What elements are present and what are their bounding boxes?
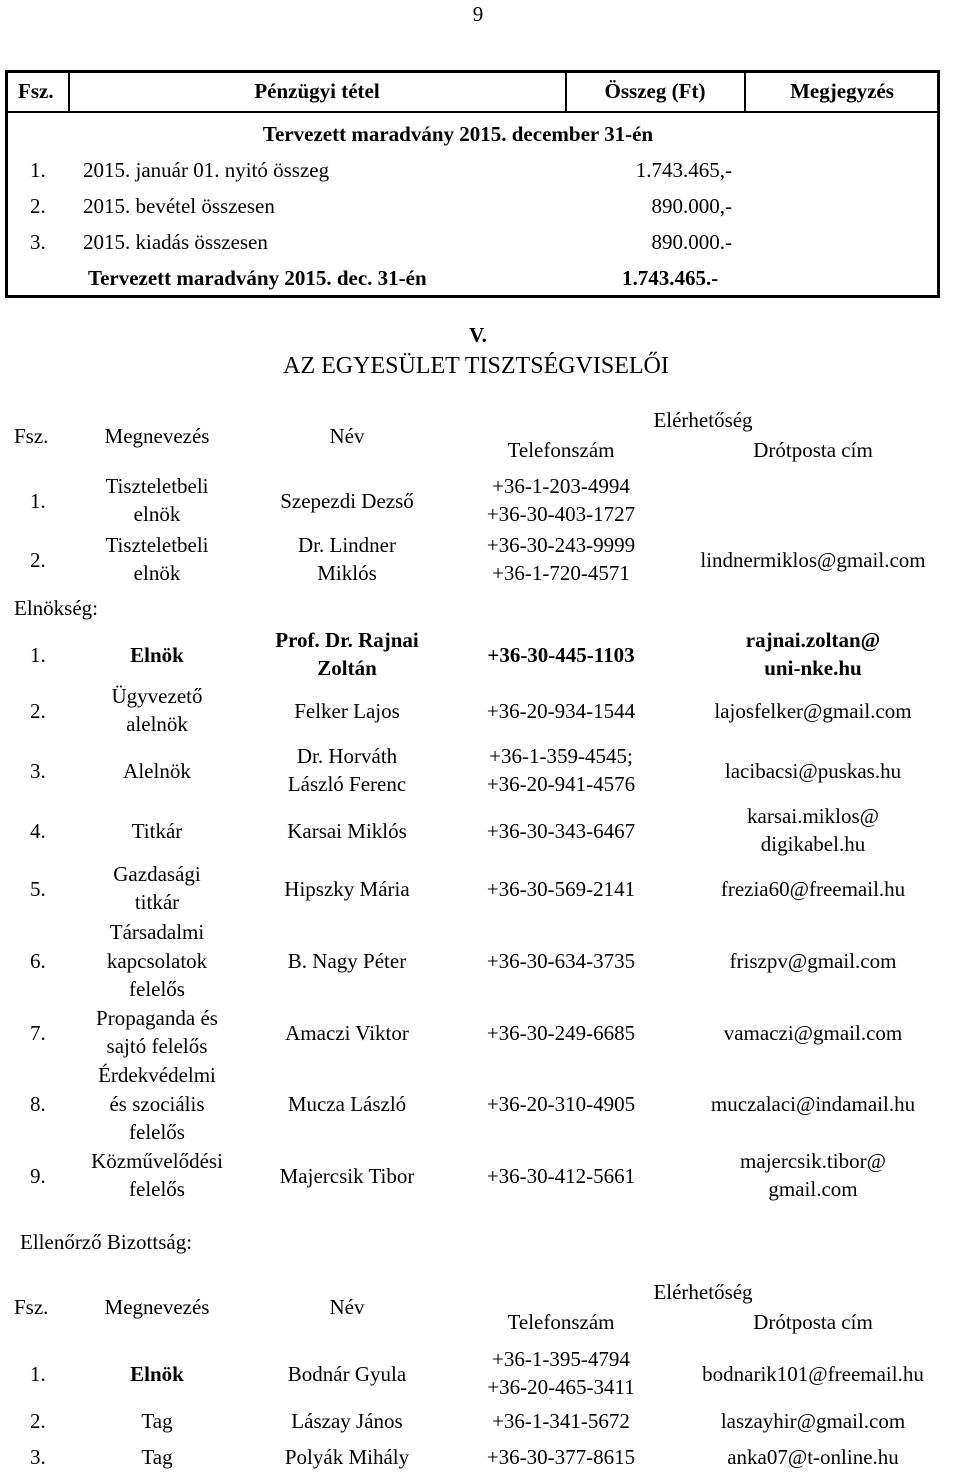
finance-row-fsz: 3. — [30, 230, 46, 254]
audit-email: anka07@t-online.hu — [727, 1445, 899, 1469]
officer-role: Elnök — [130, 643, 184, 667]
officer-email: vamaczi@gmail.com — [723, 1021, 903, 1045]
officer-fsz: 2. — [30, 699, 46, 723]
officer-role: Tiszteletbeli — [105, 533, 209, 557]
finance-header-item: Pénzügyi tétel — [254, 79, 380, 103]
section-number: V. — [469, 323, 487, 347]
finance-header-divider — [5, 111, 940, 113]
officer-name: Amaczi Viktor — [285, 1021, 409, 1045]
officer-name: Zoltán — [317, 656, 377, 680]
audit-phone: +36-30-377-8615 — [486, 1445, 636, 1469]
officer-name: Prof. Dr. Rajnai — [275, 628, 419, 652]
audit-role: Tag — [141, 1409, 173, 1433]
officer-email: karsai.miklos@ — [747, 804, 879, 828]
audit-header-phone: Telefonszám — [507, 1310, 615, 1334]
officer-email: rajnai.zoltan@ — [745, 628, 881, 652]
officer-email: muczalaci@indamail.hu — [710, 1092, 916, 1116]
officer-phone: +36-1-203-4994 — [492, 474, 630, 498]
officer-fsz: 6. — [30, 949, 46, 973]
officer-email: frezia60@freemail.hu — [720, 877, 906, 901]
audit-label: Ellenőrző Bizottság: — [20, 1230, 193, 1254]
finance-row-amount: 890.000.- — [651, 230, 732, 254]
audit-name: Polyák Mihály — [284, 1445, 410, 1469]
officer-name: Felker Lajos — [294, 699, 400, 723]
audit-header-fsz: Fsz. — [14, 1295, 49, 1319]
finance-row-item: 2015. január 01. nyitó összeg — [83, 158, 330, 182]
audit-name: Lászay János — [291, 1409, 403, 1433]
audit-header-role: Megnevezés — [104, 1295, 210, 1319]
officer-phone: +36-20-941-4576 — [486, 772, 636, 796]
finance-header-fsz: Fsz. — [18, 79, 54, 103]
officer-fsz: 8. — [30, 1092, 46, 1116]
officer-role: felelős — [129, 977, 185, 1001]
section-title: AZ EGYESÜLET TISZTSÉGVISELŐI — [283, 353, 669, 379]
officer-fsz: 9. — [30, 1164, 46, 1188]
officer-email: lajosfelker@gmail.com — [714, 699, 912, 723]
officer-fsz: 7. — [30, 1021, 46, 1045]
officer-name: Dr. Lindner — [298, 533, 396, 557]
audit-email: laszayhir@gmail.com — [720, 1409, 906, 1433]
finance-table-frame — [5, 70, 940, 298]
officer-role: Ügyvezető — [111, 684, 203, 708]
audit-fsz: 2. — [30, 1409, 46, 1433]
officer-fsz: 2. — [30, 548, 46, 572]
audit-email: bodnarik101@freemail.hu — [702, 1362, 924, 1386]
officer-name: Hipszky Mária — [284, 877, 410, 901]
officer-role: Érdekvédelmi — [98, 1063, 216, 1087]
audit-phone: +36-1-341-5672 — [492, 1409, 630, 1433]
finance-row-item: 2015. bevétel összesen — [83, 194, 275, 218]
officer-phone: +36-30-403-1727 — [486, 502, 636, 526]
officer-email: gmail.com — [768, 1177, 858, 1201]
officer-role: Alelnök — [123, 759, 191, 783]
officers-header-phone: Telefonszám — [507, 438, 615, 462]
audit-name: Bodnár Gyula — [287, 1362, 407, 1386]
officer-email: lacibacsi@puskas.hu — [724, 759, 902, 783]
page-number: 9 — [472, 2, 484, 26]
officers-header-name: Név — [329, 424, 365, 448]
officer-phone: +36-20-934-1544 — [486, 699, 636, 723]
officer-role: és szociális — [109, 1092, 205, 1116]
officer-phone: +36-30-634-3735 — [486, 949, 636, 973]
officer-fsz: 3. — [30, 759, 46, 783]
officers-header-contact: Elérhetőség — [653, 408, 753, 432]
finance-total-amount: 1.743.465.- — [622, 266, 719, 290]
audit-header-contact: Elérhetőség — [653, 1280, 753, 1304]
officer-role: titkár — [134, 890, 180, 914]
officer-role: alelnök — [126, 712, 188, 736]
officer-phone: +36-30-343-6467 — [486, 819, 636, 843]
finance-row-amount: 890.000,- — [651, 194, 732, 218]
officer-phone: +36-30-445-1103 — [487, 643, 635, 667]
officer-role: Gazdasági — [113, 862, 201, 886]
officer-email: digikabel.hu — [760, 832, 866, 856]
officers-header-email: Drótposta cím — [753, 438, 873, 462]
officer-role: sajtó felelős — [106, 1034, 208, 1058]
officer-role: kapcsolatok — [106, 949, 208, 973]
officer-role: felelős — [129, 1120, 185, 1144]
officer-fsz: 4. — [30, 819, 46, 843]
audit-phone: +36-1-395-4794 — [492, 1347, 630, 1371]
officers-header-role: Megnevezés — [104, 424, 210, 448]
finance-subtitle: Tervezett maradvány 2015. december 31-én — [262, 122, 654, 146]
officer-role: Közművelődési — [91, 1149, 223, 1173]
officer-name: László Ferenc — [287, 772, 407, 796]
board-label: Elnökség: — [14, 596, 98, 620]
audit-fsz: 3. — [30, 1445, 46, 1469]
officer-fsz: 1. — [30, 489, 46, 513]
officer-role: Tiszteletbeli — [105, 474, 209, 498]
officer-phone: +36-20-310-4905 — [486, 1092, 636, 1116]
officer-phone: +36-30-412-5661 — [486, 1164, 636, 1188]
officer-role: elnök — [133, 561, 181, 585]
officer-email: uni-nke.hu — [764, 656, 862, 680]
officers-header-fsz: Fsz. — [14, 424, 49, 448]
officer-role: Propaganda és — [96, 1006, 218, 1030]
officer-fsz: 1. — [30, 643, 46, 667]
finance-header-note: Megjegyzés — [790, 79, 894, 103]
audit-role: Tag — [141, 1445, 173, 1469]
officer-phone: +36-30-249-6685 — [486, 1021, 636, 1045]
officer-phone: +36-30-243-9999 — [486, 533, 636, 557]
audit-role: Elnök — [130, 1362, 184, 1386]
officer-name: Majercsik Tibor — [279, 1164, 415, 1188]
officer-name: Mucza László — [287, 1092, 407, 1116]
finance-row-fsz: 1. — [30, 158, 46, 182]
finance-row-fsz: 2. — [30, 194, 46, 218]
officer-name: Szepezdi Dezső — [280, 489, 414, 513]
finance-header-amount: Összeg (Ft) — [604, 79, 706, 103]
finance-row-amount: 1.743.465,- — [635, 158, 732, 182]
officer-phone: +36-30-569-2141 — [486, 877, 636, 901]
officer-role: Titkár — [131, 819, 183, 843]
officer-name: Karsai Miklós — [287, 819, 407, 843]
officer-role: Társadalmi — [109, 920, 205, 944]
audit-header-name: Név — [329, 1295, 365, 1319]
officer-role: elnök — [133, 502, 181, 526]
officer-email: majercsik.tibor@ — [740, 1149, 886, 1173]
audit-header-email: Drótposta cím — [753, 1310, 873, 1334]
finance-total-label: Tervezett maradvány 2015. dec. 31-én — [88, 266, 427, 290]
finance-row-item: 2015. kiadás összesen — [83, 230, 268, 254]
audit-fsz: 1. — [30, 1362, 46, 1386]
officer-email: friszpv@gmail.com — [729, 949, 897, 973]
officer-phone: +36-1-359-4545; — [489, 744, 633, 768]
officer-name: Dr. Horváth — [296, 744, 398, 768]
audit-phone: +36-20-465-3411 — [487, 1375, 635, 1399]
officer-name: Miklós — [317, 561, 377, 585]
officer-phone: +36-1-720-4571 — [492, 561, 630, 585]
officer-email: lindnermiklos@gmail.com — [700, 548, 926, 572]
officer-fsz: 5. — [30, 877, 46, 901]
officer-name: B. Nagy Péter — [287, 949, 407, 973]
officer-role: felelős — [129, 1177, 185, 1201]
